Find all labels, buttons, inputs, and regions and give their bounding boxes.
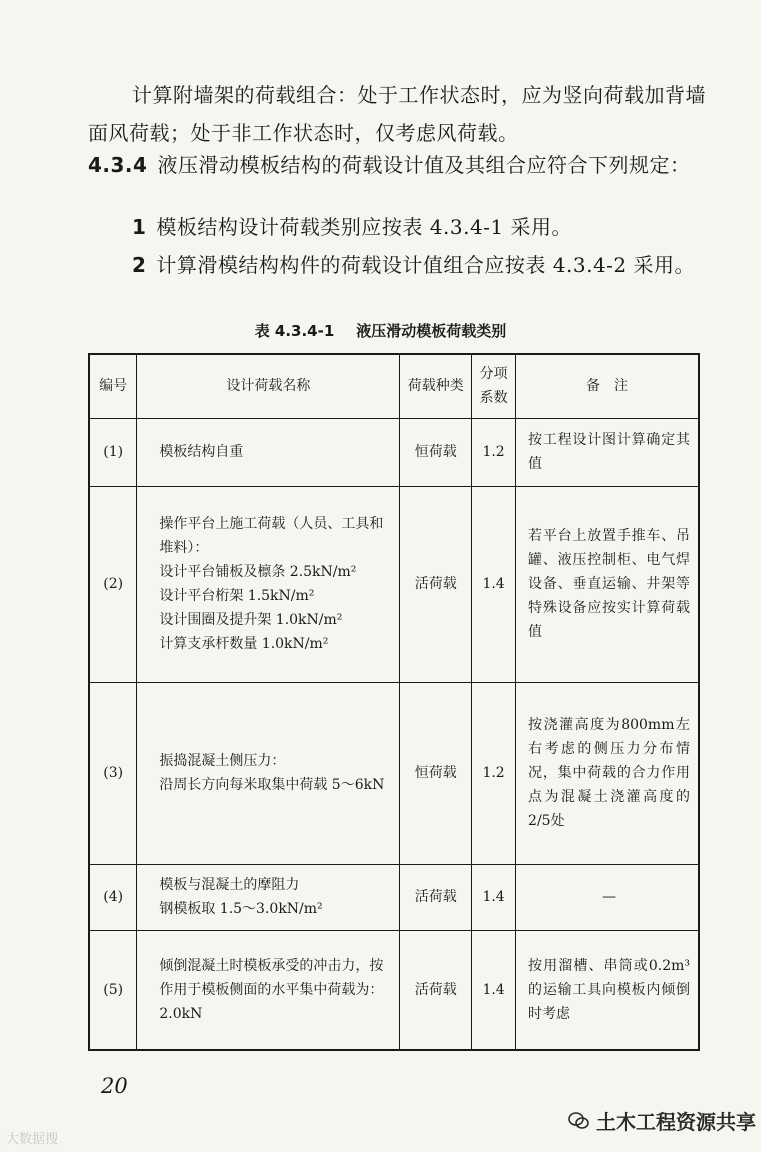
cell-type: 活荷载: [400, 486, 472, 682]
cell-type: 恒荷载: [400, 418, 472, 486]
name-line: 设计围圈及提升架 1.0kN/m²: [159, 612, 343, 628]
item-text: 计算滑模结构构件的荷载设计值组合应按表 4.3.4-2 采用。: [156, 253, 696, 277]
cell-no: (1): [89, 418, 137, 486]
table-caption-number: 表 4.3.4-1: [254, 322, 335, 340]
clause-number: 4.3.4: [88, 153, 148, 177]
cell-no: (4): [89, 864, 137, 930]
table-row: [89, 864, 699, 930]
name-line: 沿周长方向每米取集中荷载 5～6kN: [159, 777, 385, 793]
item-text: 模板结构设计荷载类别应按表 4.3.4-1 采用。: [156, 215, 573, 239]
paragraph-text: 计算附墙架的荷载组合：处于工作状态时，应为竖向荷载加背墙面风荷载；处于非工作状态时，仅考虑风荷载。: [88, 83, 706, 145]
item-number: 1: [132, 215, 147, 239]
cell-no: (3): [89, 682, 137, 864]
item-number: 2: [132, 253, 147, 277]
name-line: 操作平台上施工荷载（人员、工具和堆料）：: [159, 516, 384, 556]
clause-text: 液压滑动模板结构的荷载设计值及其组合应符合下列规定：: [157, 153, 691, 177]
table-row: [89, 486, 699, 682]
name-line: 设计平台铺板及檩条 2.5kN/m²: [159, 564, 357, 580]
cell-name: [137, 418, 400, 486]
cell-note: 若平台上放置手推车、吊罐、液压控制柜、电气焊设备、垂直运输、井架等特殊设备应按实计算荷载值: [516, 486, 699, 682]
table-row: [89, 930, 699, 1050]
watermark-left-text: 大数据搜: [6, 1132, 59, 1147]
cell-note: 按浇灌高度为800mm左右考虑的侧压力分布情况，集中荷载的合力作用点为混凝土浇灌高度的2/5处: [516, 682, 699, 864]
name-line: 钢模板取 1.5～3.0kN/m²: [159, 901, 323, 917]
table-caption: [0, 320, 761, 341]
cell-name: [137, 486, 400, 682]
item-1: [88, 208, 708, 246]
cell-name: [137, 864, 400, 930]
header-coef: 分项系数: [472, 354, 516, 418]
watermark-left: [6, 1128, 58, 1147]
cell-no: (5): [89, 930, 137, 1050]
clause-4-3-4: [88, 146, 708, 184]
cell-coef: 1.4: [472, 864, 516, 930]
header-note: 备 注: [516, 354, 699, 418]
table-caption-title: 液压滑动模板荷载类别: [356, 322, 507, 340]
cell-note: 按用溜槽、串筒或0.2m³的运输工具向模板内倾倒时考虑: [516, 930, 699, 1050]
cell-note: 按工程设计图计算确定其值: [516, 418, 699, 486]
table-row: [89, 682, 699, 864]
header-type: 荷载种类: [400, 354, 472, 418]
table-header-row: [89, 354, 699, 418]
name-line: 振捣混凝土侧压力：: [159, 753, 286, 769]
name-line: 模板与混凝土的摩阻力: [159, 877, 300, 893]
item-2: [88, 246, 708, 284]
cell-note: —: [516, 864, 699, 930]
name-line: 倾倒混凝土时模板承受的冲击力，按作用于模板侧面的水平集中荷载为：2.0kN: [159, 957, 384, 1022]
page-number: 20: [101, 1074, 128, 1098]
cell-type: 活荷载: [400, 930, 472, 1050]
header-name: 设计荷载名称: [137, 354, 400, 418]
name-line: 模板结构自重: [159, 444, 244, 460]
cell-type: 恒荷载: [400, 682, 472, 864]
watermark-right: [568, 1106, 756, 1136]
name-line: 设计平台桁架 1.5kN/m²: [159, 588, 315, 604]
cell-coef: 1.4: [472, 486, 516, 682]
watermark-right-text: 土木工程资源共享: [596, 1110, 756, 1134]
table-row: [89, 418, 699, 486]
cell-type: 活荷载: [400, 864, 472, 930]
cell-coef: 1.4: [472, 930, 516, 1050]
name-line: 计算支承杆数量 1.0kN/m²: [159, 636, 329, 652]
wechat-icon: [568, 1111, 590, 1136]
cell-coef: 1.2: [472, 418, 516, 486]
cell-name: [137, 682, 400, 864]
paragraph-wall-frame-load: [88, 76, 708, 152]
cell-name: [137, 930, 400, 1050]
cell-no: (2): [89, 486, 137, 682]
load-category-table: [88, 353, 700, 1051]
header-no: 编号: [89, 354, 137, 418]
cell-coef: 1.2: [472, 682, 516, 864]
